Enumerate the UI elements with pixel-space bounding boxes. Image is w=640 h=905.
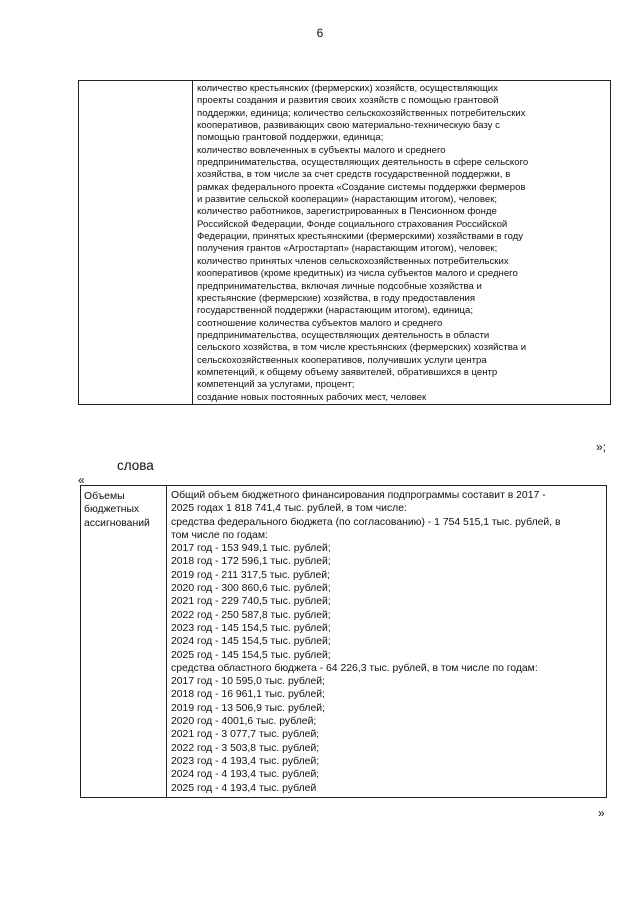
indicator-line: создание новых постоянных рабочих мест, человек xyxy=(197,391,427,403)
indicator-line: проекты создания и развития своих хозяйств с помощью грантовой xyxy=(197,95,499,107)
budget-label-line: ассигнований xyxy=(84,517,150,529)
budget-line: Общий объем бюджетного финансирования подпрограммы составит в 2017 - xyxy=(171,490,546,501)
indicator-line: поддержки, единица; количество сельскохозяйственных потребительских xyxy=(197,107,526,119)
indicator-line: количество принятых членов сельскохозяйственных потребительских xyxy=(197,255,509,267)
budget-line: 2021 год - 3 077,7 тыс. рублей; xyxy=(171,729,320,741)
budget-line: 2024 год - 145 154,5 тыс. рублей; xyxy=(171,636,331,648)
slova-heading: слова xyxy=(117,458,154,473)
budget-label-line: бюджетных xyxy=(84,504,140,516)
closing-quote-2: » xyxy=(598,806,605,820)
indicators-table xyxy=(78,80,611,405)
indicator-line: Федерации, принятых крестьянскими (фермерскими) хозяйствами в году xyxy=(197,231,523,243)
indicator-line: кооперативов, развивающих свою материально-техническую базу с xyxy=(197,120,500,132)
budget-table xyxy=(80,485,607,798)
indicators-table-text-cell xyxy=(193,81,611,405)
budget-line: 2018 год - 16 961,1 тыс. рублей; xyxy=(171,689,325,701)
indicator-line: сельскохозяйственных кооперативов, получивших услуги центра xyxy=(197,354,487,366)
budget-line: 2019 год - 13 506,9 тыс. рублей; xyxy=(171,702,325,714)
budget-line: 2025 год - 145 154,5 тыс. рублей; xyxy=(171,649,331,661)
budget-line: 2023 год - 145 154,5 тыс. рублей; xyxy=(171,622,331,634)
budget-line: 2022 год - 3 503,8 тыс. рублей; xyxy=(171,742,320,754)
indicator-line: количество крестьянских (фермерских) хозяйств, осуществляющих xyxy=(197,83,498,94)
indicator-line: предпринимательства, включая личные подсобные хозяйства и xyxy=(197,280,482,292)
indicator-line: Российской Федерации, Фонде социального страхования Российской xyxy=(197,218,508,230)
indicator-line: хозяйства, в том числе за счет средств государственной поддержки, в xyxy=(197,169,511,181)
indicator-line: помощью грантовой поддержки, единица; xyxy=(197,132,384,144)
indicator-line: кооперативов (кроме кредитных) из числа субъектов малого и среднего xyxy=(197,268,518,280)
budget-table-label-cell xyxy=(81,486,167,798)
budget-line: 2021 год - 229 740,5 тыс. рублей; xyxy=(171,596,331,608)
budget-line: 2018 год - 172 596,1 тыс. рублей; xyxy=(171,556,331,568)
budget-line: 2023 год - 4 193,4 тыс. рублей; xyxy=(171,755,320,767)
budget-line: 2020 год - 300 860,6 тыс. рублей; xyxy=(171,583,331,595)
budget-line: 2020 год - 4001,6 тыс. рублей; xyxy=(171,716,317,728)
indicator-line: предпринимательства, осуществляющих деятельность в области xyxy=(197,329,490,341)
indicator-line: и развитие сельской кооперации» (нарастающим итогом), человек; xyxy=(197,194,498,206)
budget-line: средства областного бюджета - 64 226,3 тыс. рублей, в том числе по годам: xyxy=(171,662,538,674)
indicator-line: компетенций за услугами, процент; xyxy=(197,379,355,391)
budget-line: 2025 годах 1 818 741,4 тыс. рублей, в том числе: xyxy=(171,503,407,515)
budget-label-line: Объемы xyxy=(84,491,125,502)
budget-line: том числе по годам: xyxy=(171,529,268,541)
indicator-line: получения грантов «Агростартап» (нарастающим итогом), человек; xyxy=(197,243,498,255)
indicator-line: количество работников, зарегистрированных в Пенсионном фонде xyxy=(197,206,497,218)
budget-line: 2017 год - 153 949,1 тыс. рублей; xyxy=(171,543,331,555)
budget-line: 2022 год - 250 587,8 тыс. рублей; xyxy=(171,609,331,621)
indicators-table-left-cell xyxy=(79,81,193,405)
indicator-line: крестьянские (фермерские) хозяйства, в году предоставления xyxy=(197,292,476,304)
closing-quote-1: »; xyxy=(596,440,607,454)
page-number: 6 xyxy=(316,26,324,40)
budget-line: 2025 год - 4 193,4 тыс. рублей xyxy=(171,782,317,794)
budget-line: 2024 год - 4 193,4 тыс. рублей; xyxy=(171,769,320,781)
indicator-line: государственной поддержки (нарастающим итогом), единица; xyxy=(197,305,474,317)
indicator-line: рамках федерального проекта «Создание системы поддержки фермеров xyxy=(197,181,526,193)
budget-table-text-cell xyxy=(167,486,607,798)
budget-line: 2019 год - 211 317,5 тыс. рублей; xyxy=(171,569,330,581)
indicator-line: сельского хозяйства, в том числе крестьянских (фермерских) хозяйства и xyxy=(197,342,527,354)
budget-line: 2017 год - 10 595,0 тыс. рублей; xyxy=(171,676,325,688)
indicator-line: количество вовлеченных в субъекты малого и среднего xyxy=(197,144,446,156)
budget-line: средства федерального бюджета (по согласованию) - 1 754 515,1 тыс. рублей, в xyxy=(171,516,561,528)
opening-quote: « xyxy=(78,473,85,487)
indicator-line: предпринимательства, осуществляющих деятельность в сфере сельского xyxy=(197,157,529,169)
indicator-line: соотношение количества субъектов малого и среднего xyxy=(197,317,443,329)
indicator-line: компетенций, к общему объему заявителей, обратившихся в центр xyxy=(197,366,498,378)
